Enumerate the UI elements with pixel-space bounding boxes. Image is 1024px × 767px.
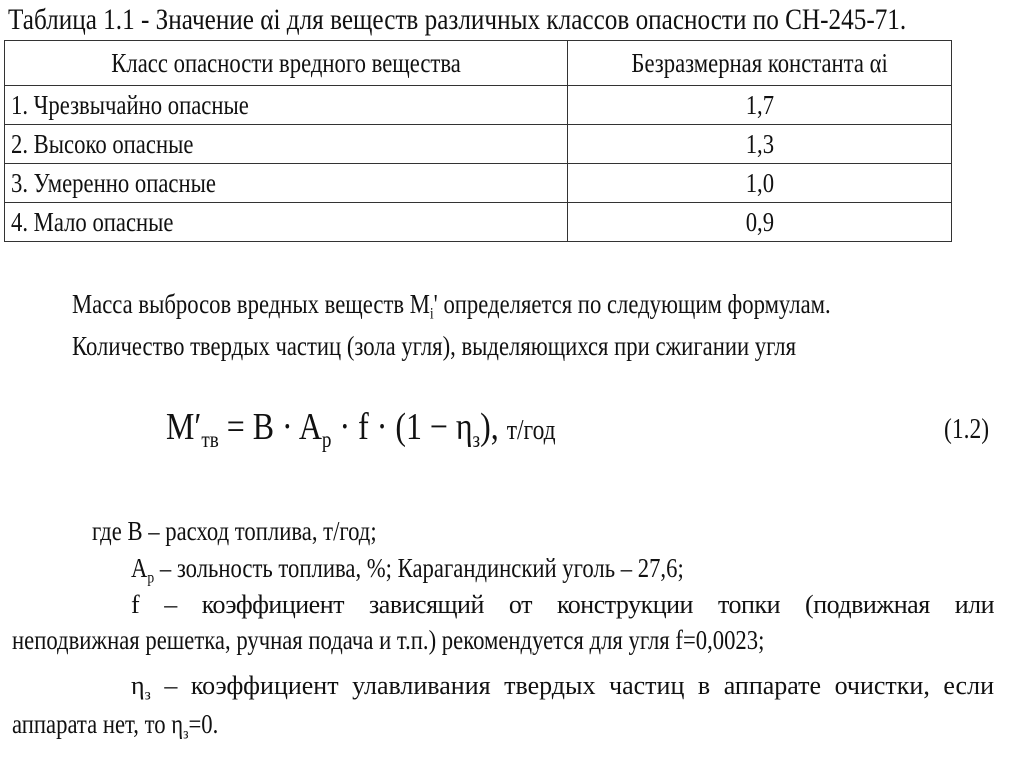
table-row	[5, 125, 952, 164]
formula-1-2: $M'_{тв} = B \cdot A_р \cdot f \cdot (1 - \eta_з)$, т/год	[166, 406, 556, 452]
row-value: 0,9	[568, 203, 952, 242]
def-b: где B – расход топлива, т/год;	[92, 516, 377, 546]
row-class: 4. Мало опасные	[5, 203, 568, 242]
row-value: 1,3	[568, 125, 952, 164]
intro-line-2: Количество твердых частиц (зола угля), выделяющихся при сжигании угля	[72, 331, 797, 361]
row-class: 2. Высоко опасные	[5, 125, 568, 164]
header-hazard-class: Класс опасности вредного вещества	[5, 41, 568, 86]
intro-line-1: Масса выбросов вредных веществ $M_i'$ определяется по следующим формулам.	[72, 289, 831, 323]
table-row	[5, 164, 952, 203]
def-ap: $A_р$ – зольность топлива, %; Карагандинский уголь – 27,6;	[131, 553, 684, 587]
def-eta-line-1: $\eta_з$ – коэффициент улавливания твердых частиц в аппарате очистки, если	[131, 671, 994, 704]
hazard-class-table	[4, 40, 952, 242]
equation-number: (1.2)	[944, 414, 990, 445]
row-class: 1. Чрезвычайно опасные	[5, 86, 568, 125]
table-row	[5, 203, 952, 242]
row-value: 1,7	[568, 86, 952, 125]
def-f-line-1: f – коэффициент зависящий от конструкции топки (подвижная или	[131, 590, 994, 619]
row-class: 3. Умеренно опасные	[5, 164, 568, 203]
table-row	[5, 86, 952, 125]
row-value: 1,0	[568, 164, 952, 203]
table-header-row	[5, 41, 952, 86]
table-caption: Таблица 1.1 - Значение αi для веществ различных классов опасности по СН-245-71.	[8, 3, 907, 36]
def-f-line-2: неподвижная решетка, ручная подача и т.п.) рекомендуется для угля f=0,0023;	[12, 625, 765, 655]
def-eta-line-2: аппарата нет, то $\eta_з=0$.	[12, 709, 219, 743]
header-constant: Безразмерная константа αi	[568, 41, 952, 86]
